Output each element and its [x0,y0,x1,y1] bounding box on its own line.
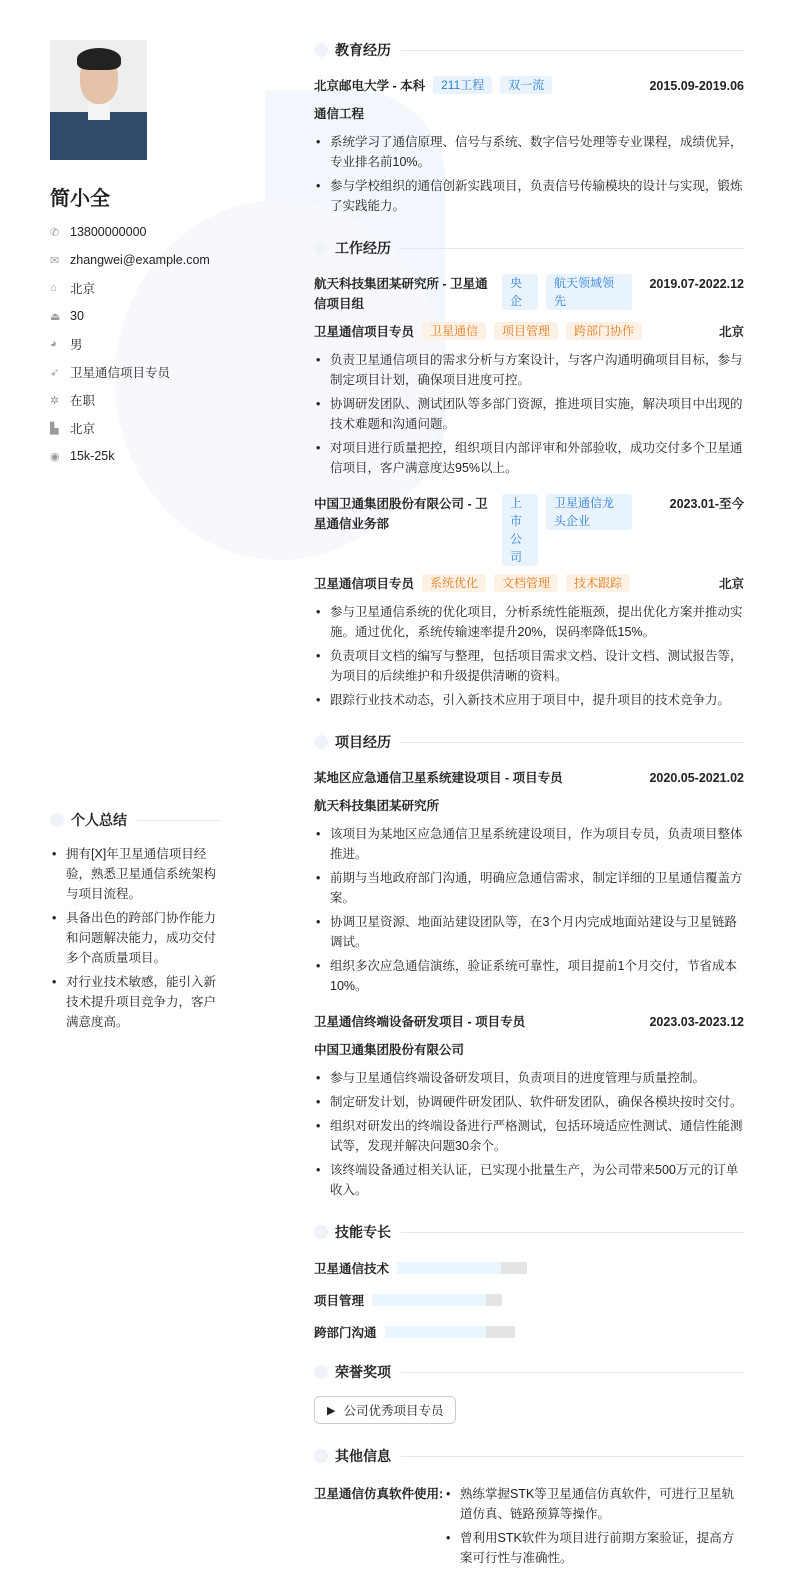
contact-value: 北京 [70,422,96,436]
bullet-item: • 跟踪行业技术动态，引入新技术应用于项目中，提升项目的技术竞争力。 [314,690,744,710]
project-name: 卫星通信终端设备研发项目 - 项目专员 [314,1015,526,1029]
education-row [314,76,744,96]
skill-tag: 文档管理 [494,574,558,592]
other-section [314,1446,744,1572]
section-header [314,1362,744,1382]
school-wrap [314,76,552,96]
section-title: 荣誉奖项 [335,1364,391,1380]
company-tag: 上市公司 [502,494,538,566]
skills-list [314,1258,744,1354]
bullet-item: • 参与卫星通信系统的优化项目，分析系统性能瓶颈，提出优化方案并推动实施。通过优化，系统传输速率提升20%，误码率降低15%。 [314,602,744,642]
skill-tag: 系统优化 [422,574,486,592]
company-tag: 卫星通信龙头企业 [546,494,632,530]
bullet-item: • 具备出色的跨部门协作能力和问题解决能力，成功交付多个高质量项目。 [50,908,220,968]
cake-icon: ⏏ [50,310,61,323]
skill-bar-fill [385,1326,486,1338]
contact-item [50,358,220,386]
bullet-item: • 该终端设备通过相关认证，已实现小批量生产，为公司带来500万元的订单收入。 [314,1160,744,1200]
education-item [314,76,744,216]
section-dot-icon [314,735,328,749]
summary-list [50,844,220,1032]
contact-item [50,414,220,442]
divider [401,1372,744,1373]
bullet-item: • 对项目进行质量把控，组织项目内部评审和外部验收，成功交付多个卫星通信项目，客户满意度达95%以上。 [314,438,744,478]
award-label: 公司优秀项目专员 [343,1404,444,1418]
company-name: 中国卫通集团股份有限公司 - 卫星通信业务部 [314,497,488,531]
contact-value: 13800000000 [70,225,147,239]
skill-tag: 项目管理 [494,322,558,340]
skill-tag: 卫星通信 [422,322,486,340]
divider [401,742,744,743]
bullet-item: • 熟练掌握STK等卫星通信仿真软件，可进行卫星轨道仿真、链路预算等操作。 [444,1484,744,1524]
bullet-item: • 组织对研发出的终端设备进行严格测试，包括环境适应性测试、通信性能测试等，发现并解决问题30余个。 [314,1116,744,1156]
mail-icon: ✉ [50,254,60,267]
building-icon: ▙ [50,422,59,435]
work-item [314,274,744,478]
home-icon: ⌂ [50,282,57,294]
project-org: 中国卫通集团股份有限公司 [314,1043,465,1057]
contact-value: 北京 [70,282,96,296]
skills-section [314,1222,744,1354]
candidate-name: 简小全 [50,188,110,210]
project-name: 某地区应急通信卫星系统建设项目 - 项目专员 [314,771,563,785]
status-icon: ✲ [50,394,60,407]
skill-item [314,1322,535,1342]
honors-section [314,1362,744,1424]
company-tag: 央企 [502,274,538,310]
project-item [314,768,744,996]
education-section [314,40,744,216]
skill-bar [385,1326,515,1338]
bullet-list [314,350,744,478]
contact-list [50,218,220,470]
skill-bar [397,1262,527,1274]
skill-name: 卫星通信技术 [314,1262,390,1276]
other-key: 卫星通信仿真软件使用: [314,1487,444,1501]
award-badge[interactable] [314,1396,456,1424]
role-wrap [314,322,642,342]
summary-section [50,810,220,1032]
skill-bar-fill [372,1294,486,1306]
section-title: 项目经历 [335,734,391,750]
sidebar [50,40,220,1036]
school-tag: 双一流 [500,76,552,94]
project-org: 航天科技集团某研究所 [314,799,440,813]
skill-item [314,1258,535,1278]
bullet-item: • 曾利用STK软件为项目进行前期方案验证，提高方案可行性与准确性。 [444,1528,744,1568]
section-dot-icon [314,1225,328,1239]
bullet-item: • 协调卫星资源、地面站建设团队等，在3个月内完成地面站建设与卫星链路调试。 [314,912,744,952]
section-title: 个人总结 [71,812,127,828]
send-icon: ➶ [50,366,60,379]
contact-item [50,442,220,470]
section-dot-icon [314,1365,328,1379]
bullet-list [314,602,744,710]
major: 通信工程 [314,107,365,121]
section-title: 工作经历 [335,240,391,256]
bullet-item: • 负责卫星通信项目的需求分析与方案设计，与客户沟通明确项目目标，参与制定项目计划，确保项目进度可控。 [314,350,744,390]
skill-name: 项目管理 [314,1294,365,1308]
contact-value: 30 [70,309,84,323]
bullet-item: • 对行业技术敏感，能引入新技术提升项目竞争力，客户满意度高。 [50,972,220,1032]
role-wrap [314,574,630,594]
bullet-item: • 协调研发团队、测试团队等多部门资源，推进项目实施，解决项目中出现的技术难题和沟通问题。 [314,394,744,434]
role: 卫星通信项目专员 [314,325,415,339]
section-header [314,40,744,60]
role-row [314,322,744,342]
role: 卫星通信项目专员 [314,577,415,591]
play-icon: ▶ [327,1404,336,1417]
company-tag: 航天领域领先 [546,274,632,310]
company-wrap [314,494,632,566]
section-header [314,1222,744,1242]
phone-icon: ✆ [50,226,60,239]
section-title: 技能专长 [335,1224,391,1240]
bullet-item: • 参与学校组织的通信创新实践项目，负责信号传输模块的设计与实现，锻炼了实践能力。 [314,176,744,216]
salary-icon: ◉ [50,450,60,463]
city: 北京 [718,577,744,591]
bullet-list [314,824,744,996]
work-item [314,494,744,710]
city: 北京 [718,325,744,339]
skill-tag: 跨部门协作 [566,322,642,340]
skill-bar-fill [397,1262,501,1274]
projects-section [314,732,744,1200]
contact-value: 在职 [70,394,96,408]
section-dot-icon [314,241,328,255]
bullet-item: • 组织多次应急通信演练，验证系统可靠性，项目提前1个月交付，节省成本10%。 [314,956,744,996]
skill-name: 跨部门沟通 [314,1326,377,1340]
section-dot-icon [314,1449,328,1463]
project-item [314,1012,744,1200]
contact-item [50,218,220,246]
bullet-item: • 该项目为某地区应急通信卫星系统建设项目，作为项目专员，负责项目整体推进。 [314,824,744,864]
school-tag: 211工程 [433,76,492,94]
work-section [314,238,744,710]
divider [401,1456,744,1457]
date: 2020.05-2021.02 [649,771,744,785]
section-dot-icon [314,43,328,57]
skill-bar [372,1294,502,1306]
project-row [314,768,744,788]
section-dot-icon [50,813,64,827]
section-header [314,732,744,752]
bullet-item: • 拥有[X]年卫星通信项目经验，熟悉卫星通信系统架构与项目流程。 [50,844,220,904]
main-content [314,40,744,1594]
contact-item [50,274,220,302]
contact-value: 卫星通信项目专员 [70,366,171,380]
contact-value: zhangwei@example.com [70,253,210,267]
avatar-photo [50,40,147,160]
contact-item [50,330,220,358]
section-header [314,1446,744,1466]
company-row [314,494,744,566]
skill-tag: 技术跟踪 [566,574,630,592]
date: 2023.01-至今 [669,497,744,511]
contact-item [50,246,220,274]
contact-value: 15k-25k [70,449,115,463]
other-item [314,1482,744,1572]
date: 2023.03-2023.12 [649,1015,744,1029]
contact-item [50,302,220,330]
bullet-list [314,1068,744,1200]
divider [401,50,744,51]
date: 2019.07-2022.12 [649,277,744,291]
school-name: 北京邮电大学 - 本科 [314,79,426,93]
section-title: 其他信息 [335,1448,391,1464]
contact-value: 男 [70,338,83,352]
contact-item [50,386,220,414]
skill-item [314,1290,535,1310]
company-wrap [314,274,632,314]
date: 2015.09-2019.06 [649,79,744,93]
bullet-item: • 负责项目文档的编写与整理，包括项目需求文档、设计文档、测试报告等，为项目的后续维护和升级提供清晰的资料。 [314,646,744,686]
role-row [314,574,744,594]
bullet-item: • 系统学习了通信原理、信号与系统、数字信号处理等专业课程，成绩优异，专业排名前10%。 [314,132,744,172]
bullet-item: • 参与卫星通信终端设备研发项目，负责项目的进度管理与质量控制。 [314,1068,744,1088]
gender-icon: ◕ [50,338,57,350]
bullet-list [444,1484,744,1572]
bullet-item: • 制定研发计划，协调硬件研发团队、软件研发团队，确保各模块按时交付。 [314,1092,744,1112]
divider [401,248,744,249]
company-row [314,274,744,314]
company-name: 航天科技集团某研究所 - 卫星通信项目组 [314,277,488,311]
section-title: 教育经历 [335,42,391,58]
bullet-list [314,132,744,216]
bullet-item: • 前期与当地政府部门沟通，明确应急通信需求，制定详细的卫星通信覆盖方案。 [314,868,744,908]
divider [401,1232,744,1233]
project-row [314,1012,744,1032]
section-header [314,238,744,258]
